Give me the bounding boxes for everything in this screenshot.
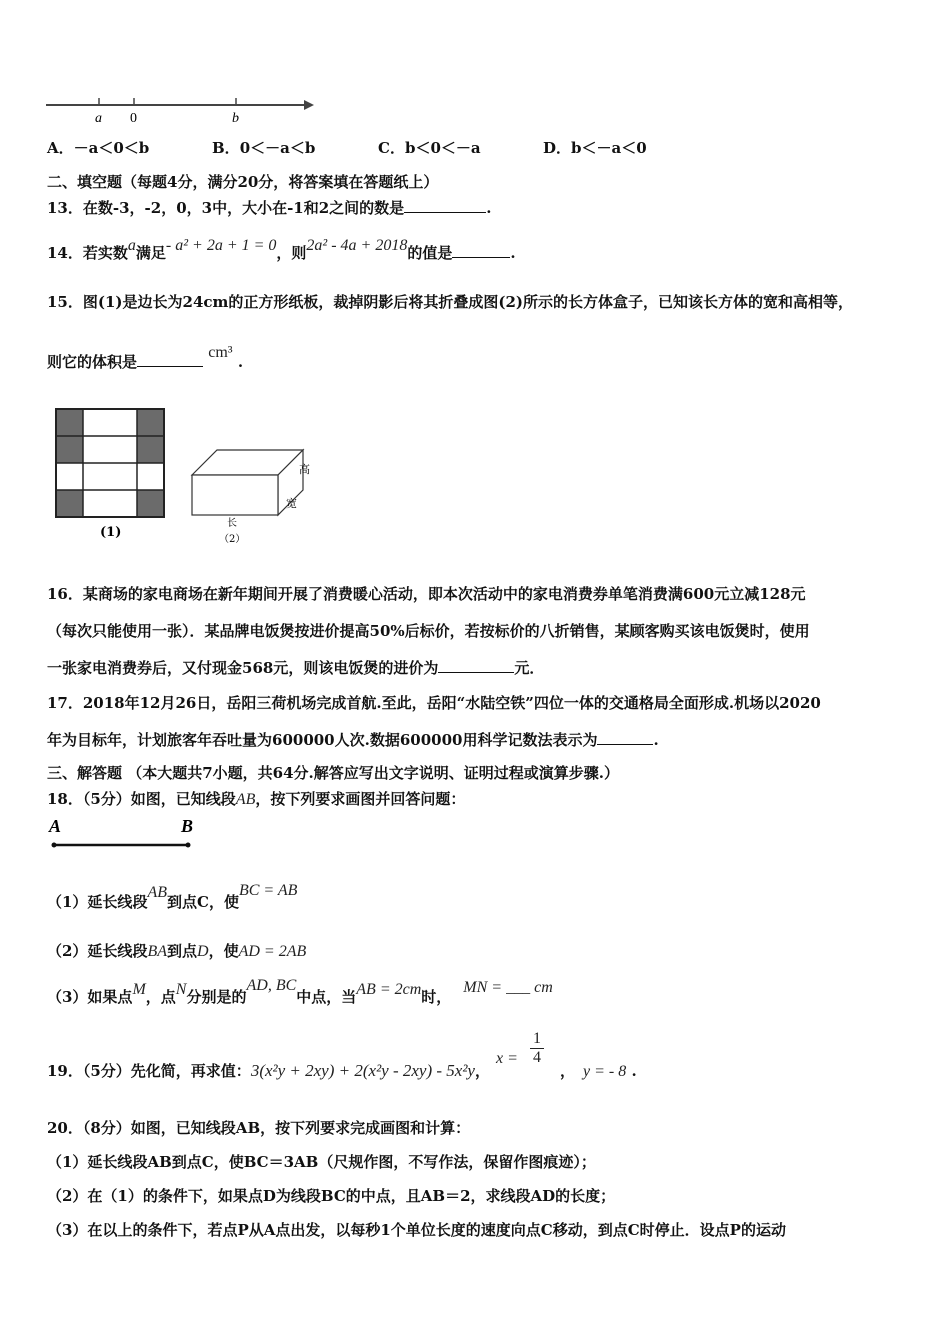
figure-2-label: （2） [219,534,246,545]
segment-ab-figure [47,815,202,855]
question-16-line3: 一张家电消费券后，又付现金568元，则该电饭煲的进价为 元． [47,659,545,677]
question-18-part1: （1）延长线段AB到点C，使BC = AB [47,882,298,911]
question-20-line1: 20．（8分）如图，已知线段AB，按下列要求完成画图和计算： [47,1119,471,1137]
option-d: D．b＜－a＜0 [543,139,647,157]
question-15-line1: 15．图(1)是边长为24cm的正方形纸板，裁掉阴影后将其折叠成图(2)所示的长方体盒子，已知该长方体的宽和高相等， [47,293,854,311]
question-17-line2: 年为目标年，计划旅客年吞吐量为600000人次.数据600000用科学记数法表示为 . [47,731,659,749]
question-18-title: 18．（5分）如图，已知线段AB，按下列要求画图并回答问题： [47,790,466,808]
question-16-line2: （每次只能使用一张）．某品牌电饭煲按进价提高50%后标价，若按标价的八折销售，某顾客购买该电饭煲时，使用 [47,622,810,640]
figure-2-width-label: 宽 [286,497,297,510]
question-15-line2: 则它的体积是 cm³ . [47,344,244,371]
point-b-label: B [181,816,194,836]
question-20-line2: （1）延长线段AB到点C，使BC＝3AB（尺规作图，不写作法，保留作图痕迹）； [47,1153,596,1171]
question-18-part3: （3）如果点M，点N分别是的AD, BC中点，当AB = 2cm时，MN = ___ cm [47,977,553,1006]
figure-1-square-cardboard [55,408,167,543]
question-16-line1: 16．某商场的家电商场在新年期间开展了消费暖心活动，即本次活动中的家电消费券单笔消费满600元立减128元 [47,585,806,603]
question-13: 13．在数-3，-2，0，3中，大小在-1和2之间的数是 . [47,199,492,217]
option-a: A．－a＜0＜b [47,139,150,157]
section2-heading: 二、填空题（每题4分，满分20分，将答案填在答题纸上） [47,173,439,191]
number-line-zero: 0 [130,111,137,126]
question-19: 19．（5分）先化简，再求值：3(x²y + 2xy) + 2(x²y - 2xy) - 5x²y， x = 1 4 ， y = - 8 . [47,1030,637,1080]
point-a-label: A [49,816,62,836]
question-20-line4: （3）在以上的条件下，若点P从A点出发，以每秒1个单位长度的速度向点C移动，到点C时停止．设点P的运动 [47,1221,786,1239]
question-18-part2: （2）延长线段BA到点D，使AD = 2AB [47,942,307,960]
number-line-a: a [95,111,102,126]
question-17-line1: 17．2018年12月26日，岳阳三荷机场完成首航.至此，岳阳“水陆空铁”四位一体的交通格局全面形成.机场以2020 [47,694,821,712]
option-c: C．b＜0＜－a [378,139,481,157]
option-b: B．0＜－a＜b [212,139,316,157]
section3-heading: 三、解答题 （本大题共7小题，共64分.解答应写出文字说明、证明过程或演算步骤.） [47,764,619,782]
number-line-figure [44,92,319,126]
question-14: 14．若实数a满足- a² + 2a + 1 = 0，则2a² - 4a + 2018的值是 . [47,237,516,262]
figure-1-label: (1) [100,525,122,540]
question-20-line3: （2）在（1）的条件下，如果点D为线段BC的中点，且AB＝2，求线段AD的长度； [47,1187,616,1205]
number-line-b: b [232,111,239,126]
figure-2-length-label: 长 [227,518,237,529]
figure-2-cuboid-box [185,445,320,547]
figure-2-height-label: 高 [299,463,310,476]
